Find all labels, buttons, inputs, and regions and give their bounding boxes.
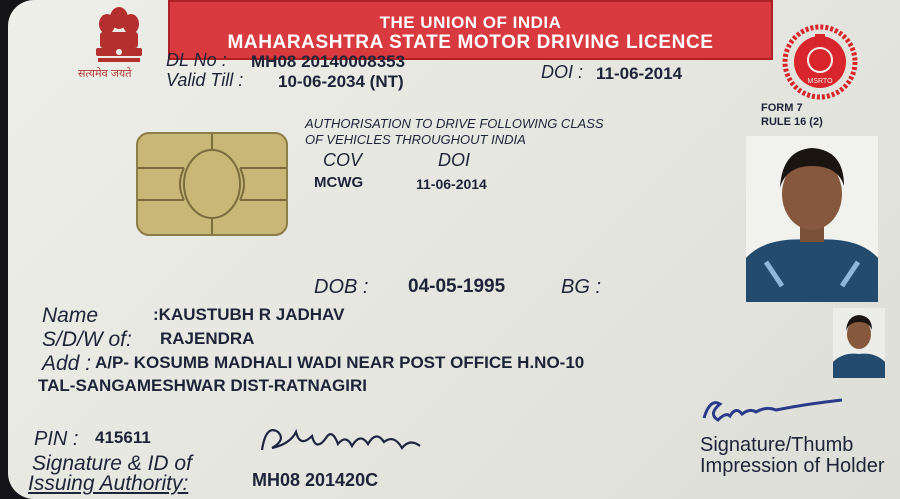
authority-label-line1: Signature & ID of [32, 452, 192, 475]
licence-title: MAHARASHTRA STATE MOTOR DRIVING LICENCE [227, 32, 714, 53]
licence-card [8, 0, 900, 499]
dob-value: 04-05-1995 [408, 276, 506, 297]
name-label: Name [42, 304, 99, 327]
holder-signature-label-line1: Signature/Thumb [700, 434, 854, 456]
cov-doi-header: DOI [438, 150, 471, 170]
dob-label: DOB : [314, 276, 369, 298]
holder-photo [746, 136, 878, 302]
header-banner [168, 0, 773, 60]
address-line1: A/P- KOSUMB MADHALI WADI NEAR POST OFFICE H.NO-10 [95, 353, 585, 372]
cov-doi-value: 11-06-2014 [416, 176, 487, 192]
pin-value: 415611 [95, 428, 151, 447]
emblem-motto: सत्यमेव जयते [78, 68, 132, 80]
doi-value: 11-06-2014 [596, 64, 683, 83]
valid-till-label: Valid Till : [166, 70, 244, 90]
seal-text: MSRTO [807, 78, 833, 85]
holder-signature-label-line2: Impression of Holder [700, 455, 885, 477]
holder-photo-small [833, 308, 885, 378]
authority-signature [256, 418, 436, 466]
sdw-label: S/D/W of: [42, 328, 132, 351]
blood-group-label: BG : [561, 276, 602, 298]
smart-chip-icon [136, 132, 288, 236]
cov-value: MCWG [314, 174, 364, 191]
union-title: THE UNION OF INDIA [379, 13, 562, 32]
cov-header: COV [323, 150, 363, 170]
rto-seal-icon [782, 24, 858, 100]
form-number: FORM 7 [761, 102, 803, 114]
doi-label: DOI : [541, 62, 584, 82]
sdw-value: RAJENDRA [160, 329, 255, 348]
dl-no-value: MH08 20140008353 [251, 52, 406, 71]
dl-no-label: DL No : [166, 50, 227, 70]
address-line2: TAL-SANGAMESHWAR DIST-RATNAGIRI [38, 376, 367, 395]
authorisation-line2: OF VEHICLES THROUGHOUT INDIA [305, 132, 526, 147]
authority-id: MH08 201420C [252, 470, 379, 490]
address-label: Add : [42, 352, 92, 375]
name-value: :KAUSTUBH R JADHAV [153, 305, 345, 324]
authorisation-line1: AUTHORISATION TO DRIVE FOLLOWING CLASS [305, 116, 604, 131]
valid-till-value: 10-06-2034 (NT) [278, 72, 404, 91]
ashoka-emblem-icon [86, 4, 152, 68]
holder-signature [696, 392, 846, 432]
pin-label: PIN : [34, 428, 79, 450]
rule-number: RULE 16 (2) [761, 116, 823, 128]
authority-label-line2: Issuing Authority: [28, 472, 189, 495]
